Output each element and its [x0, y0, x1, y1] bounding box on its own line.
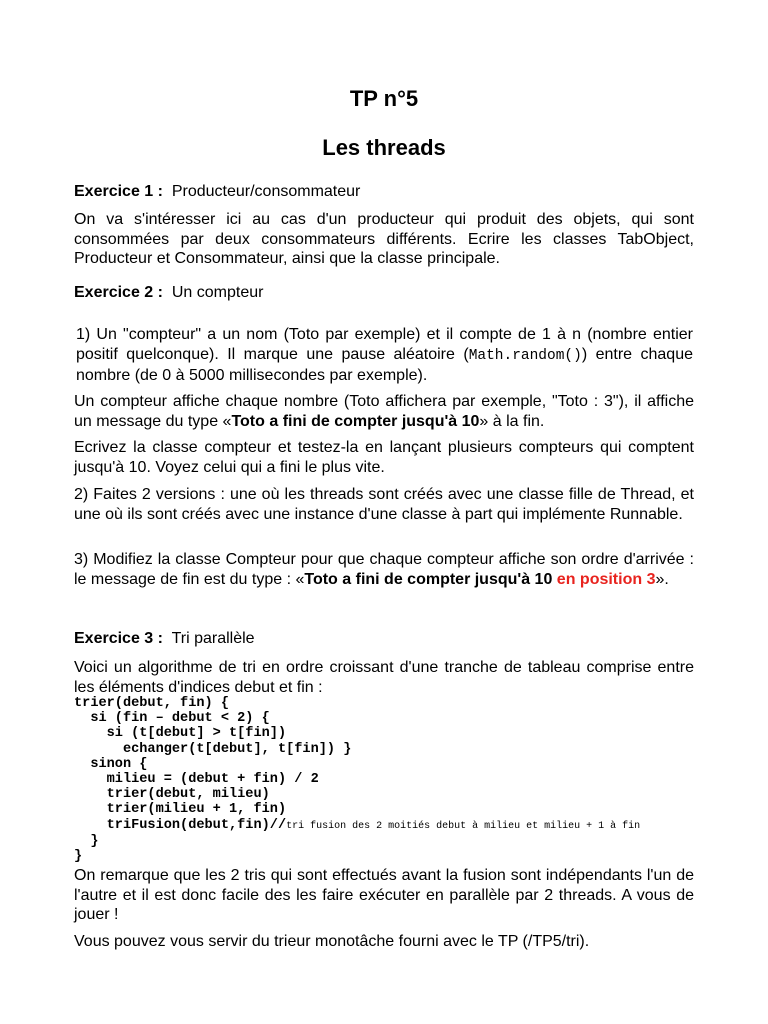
code-line: } — [74, 849, 83, 865]
exercise-2-paragraph-2 — [74, 392, 694, 431]
exercise-3-name: Tri parallèle — [171, 630, 255, 647]
text-segment: 3) Modifiez la classe Compteur pour que chaque compteur affiche son ordre d'arrivée : le message de fin est du type : « — [74, 551, 694, 588]
exercise-1-text: On va s'intéresser ici au cas d'un producteur qui produit des objets, qui sont consommées par deux consommateurs différents. Ecrire les classes TabObject, Producteur et Consommateur, ainsi que la classe principale. — [74, 211, 694, 267]
code-line: si (fin – debut < 2) { — [74, 711, 270, 727]
code-line: si (t[debut] > t[fin]) — [74, 726, 287, 742]
code-line: trier(debut, milieu) — [74, 787, 270, 803]
bold-text: Toto a fini de compter jusqu'à 10 — [231, 412, 480, 430]
code-line — [74, 818, 640, 834]
page-subtitle: Les threads — [322, 135, 446, 160]
code-line: sinon { — [74, 756, 148, 772]
code-comment: tri fusion des 2 moitiés debut à milieu et milieu + 1 à fin — [286, 820, 641, 832]
text-segment: ». — [655, 570, 669, 588]
code-inline: Math.random() — [468, 347, 582, 364]
exercise-2-paragraph-3: Ecrivez la classe compteur et testez-la en lançant plusieurs compteurs qui comptent jusqu'à 10. Voyez celui qui a fini le plus vite. — [74, 439, 694, 476]
bold-text: Toto a fini de compter jusqu'à 10 — [304, 570, 553, 588]
text-segment: 1) Un "compteur" a un nom (Toto par exemple) et il compte de 1 à n (nombre entier positif quelconque). Il marque une pause aléatoire ( — [76, 326, 693, 363]
exercise-3-intro: Voici un algorithme de tri en ordre croissant d'une tranche de tableau comprise entre les éléments d'indices debut et fin : — [74, 659, 694, 696]
exercise-2-label: Exercice 2 : — [74, 284, 163, 301]
exercise-3-paragraph-2: On remarque que les 2 tris qui sont effectués avant la fusion sont indépendants l'un de l'autre et il est donc facile des les faire exécuter en parallèle par 2 threads. A vous de jouer ! — [74, 867, 694, 923]
text-segment: » à la fin. — [479, 412, 545, 430]
code-line: } — [74, 833, 99, 849]
code-text: triFusion(debut,fin)// — [74, 817, 287, 833]
code-line: trier(milieu + 1, fin) — [74, 802, 287, 818]
code-line: echanger(t[debut], t[fin]) } — [74, 741, 352, 757]
exercise-3-paragraph-3: Vous pouvez vous servir du trieur monotâche fourni avec le TP (/TP5/tri). — [74, 933, 590, 950]
code-line: milieu = (debut + fin) / 2 — [74, 772, 319, 788]
exercise-2-paragraph-5 — [74, 550, 694, 589]
exercise-2-heading — [74, 284, 263, 302]
code-block — [74, 696, 640, 864]
exercise-3-heading — [74, 630, 255, 648]
exercise-3-label: Exercice 3 : — [74, 630, 163, 647]
exercise-1-name: Producteur/consommateur — [171, 183, 361, 200]
code-line: trier(debut, fin) { — [74, 696, 229, 711]
exercise-2-paragraph-1 — [76, 325, 693, 386]
text-segment: ) entre chaque nombre (de 0 à 5000 millisecondes par exemple). — [76, 345, 693, 384]
exercise-2-name: Un compteur — [171, 284, 264, 301]
red-highlight: en position 3 — [556, 570, 656, 588]
exercise-2-paragraph-4: 2) Faites 2 versions : une où les threads sont créés avec une classe fille de Thread, et une où ils sont créés avec une instance d'une classe à part qui implémente Runnable. — [74, 486, 694, 523]
exercise-1-heading — [74, 183, 360, 201]
exercise-1-label: Exercice 1 : — [74, 183, 163, 200]
page-title: TP n°5 — [349, 86, 419, 111]
text-segment: Un compteur affiche chaque nombre (Toto affichera par exemple, "Toto : 3"), il affiche un message du type « — [74, 393, 694, 430]
